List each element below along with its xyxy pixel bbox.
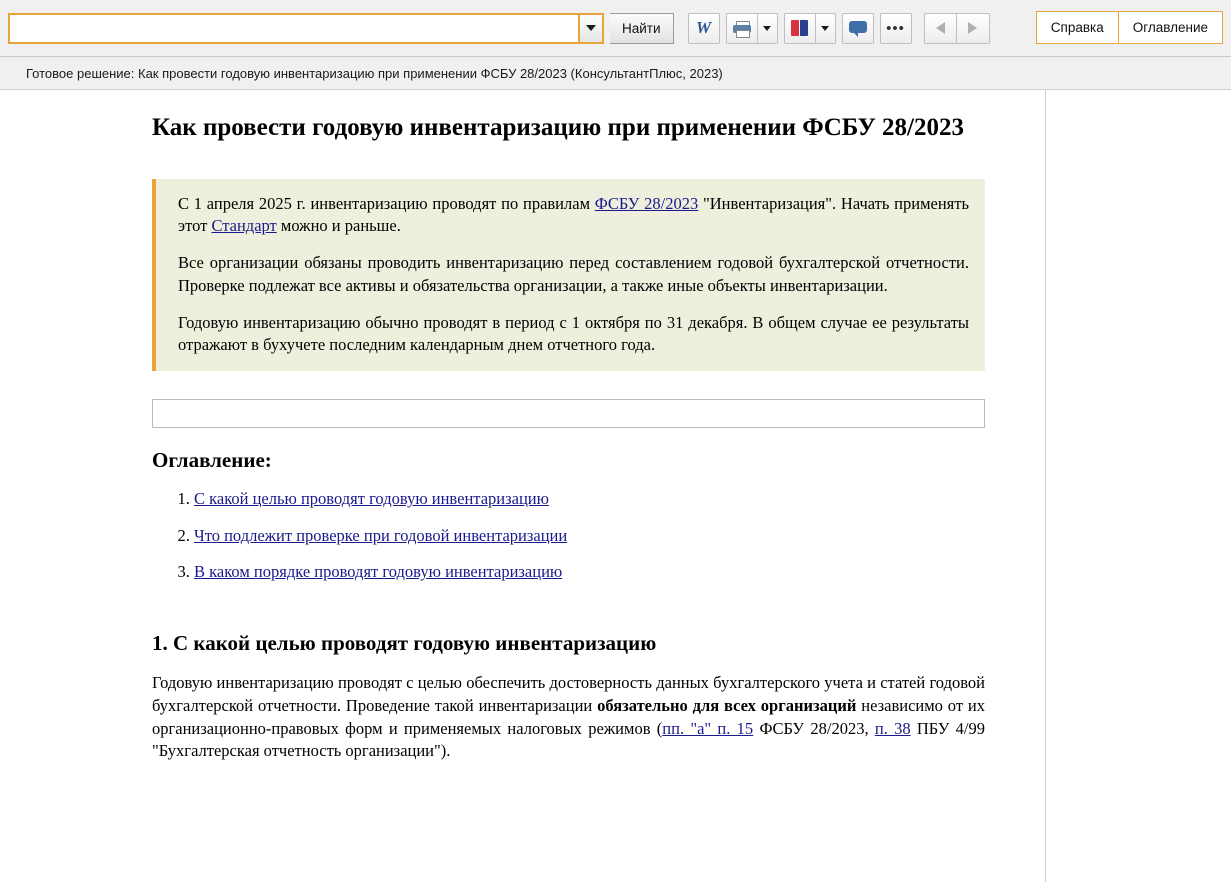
- print-group: [726, 13, 778, 44]
- note-input-box[interactable]: [152, 399, 985, 428]
- forward-button[interactable]: [957, 13, 990, 44]
- comment-icon: [849, 21, 867, 35]
- callout-paragraph-1: [178, 193, 969, 239]
- document-page: [0, 90, 1046, 882]
- navigation-group: [924, 13, 990, 44]
- word-icon: W: [695, 18, 712, 37]
- bookmark-group: [784, 13, 836, 44]
- table-of-contents: [152, 489, 985, 583]
- toc-heading: Оглавление:: [152, 448, 272, 473]
- comment-button[interactable]: [842, 13, 874, 44]
- callout-p1-text-after: можно и раньше.: [276, 216, 401, 236]
- summary-callout: [152, 179, 985, 372]
- breadcrumb-label: Готовое решение: Как провести годовую инвентаризацию при применении ФСБУ 28/2023 (КонсультантПлюс, 2023): [26, 65, 723, 81]
- search-control: [8, 13, 604, 44]
- toc-link-1[interactable]: С какой целью проводят годовую инвентаризацию: [194, 489, 549, 509]
- print-button[interactable]: [726, 13, 758, 44]
- list-item: [194, 526, 985, 547]
- toc-link-3[interactable]: В каком порядке проводят годовую инвентаризацию: [194, 562, 563, 582]
- arrow-left-icon: [936, 22, 945, 34]
- list-item: [194, 489, 985, 510]
- s1-text-c: ФСБУ 28/2023,: [753, 718, 875, 738]
- s1-text-a: Годовую инвентаризацию проводят с целью обеспечить достоверность данных бухгалтерского учета и статей годовой бухгалтерской отчетности. Проведение такой инвентаризации: [152, 672, 985, 715]
- chevron-down-icon: [586, 25, 596, 31]
- document-area: [0, 90, 1231, 882]
- link-standart[interactable]: Стандарт: [211, 216, 277, 236]
- breadcrumb: [0, 57, 1231, 90]
- callout-p1-text-before: С 1 апреля 2025 г. инвентаризацию проводят по правилам: [178, 193, 595, 213]
- right-tabs: [1036, 11, 1223, 44]
- callout-paragraph-2: Все организации обязаны проводить инвентаризацию перед составлением годовой бухгалтерской отчетности. Проверке подлежат все активы и обязательства организации, а также иные объекты инвентаризации.: [178, 253, 969, 295]
- link-fsbu-28-2023[interactable]: ФСБУ 28/2023: [594, 193, 699, 213]
- print-options-dropdown-button[interactable]: [758, 13, 778, 44]
- bookmark-icon: [791, 20, 808, 36]
- bookmark-button[interactable]: [784, 13, 816, 44]
- s1-text-d: ПБУ 4/99 "Бухгалтерская отчетность организации").: [152, 718, 986, 761]
- search-history-dropdown-button[interactable]: [578, 13, 604, 44]
- toolbar: [0, 0, 1231, 57]
- search-input[interactable]: [8, 13, 578, 44]
- page-title: Как провести годовую инвентаризацию при применении ФСБУ 28/2023: [152, 114, 964, 141]
- print-icon: [733, 21, 751, 36]
- s1-bold: обязательно для всех организаций: [597, 695, 857, 715]
- section-1-paragraph: [152, 672, 985, 763]
- document-right-margin: [1047, 90, 1231, 882]
- more-icon: •••: [886, 19, 905, 37]
- arrow-right-icon: [968, 22, 977, 34]
- chevron-down-icon: [821, 26, 829, 31]
- toc-link-2[interactable]: Что подлежит проверке при годовой инвентаризации: [194, 525, 568, 545]
- contents-button[interactable]: Оглавление: [1119, 11, 1223, 44]
- list-item: [194, 562, 985, 583]
- more-actions-button[interactable]: [880, 13, 912, 44]
- bookmark-options-dropdown-button[interactable]: [816, 13, 836, 44]
- find-button[interactable]: Найти: [610, 13, 674, 44]
- back-button[interactable]: [924, 13, 957, 44]
- link-p-38[interactable]: п. 38: [874, 718, 911, 738]
- link-pp-a-p-15[interactable]: пп. "а" п. 15: [662, 718, 754, 738]
- section-1-heading: 1. С какой целью проводят годовую инвентаризацию: [152, 630, 657, 655]
- chevron-down-icon: [763, 26, 771, 31]
- help-button[interactable]: Справка: [1036, 11, 1119, 44]
- s1-text-b: независимо от их организационно-правовых форм и применяемых налоговых режимов (: [152, 695, 985, 738]
- callout-paragraph-3: Годовую инвентаризацию обычно проводят в период с 1 октября по 31 декабря. В общем случае ее результаты отражают в бухучете последним календарным днем отчетного года.: [178, 312, 969, 355]
- export-to-word-button[interactable]: [688, 13, 720, 44]
- callout-p1-text-mid: "Инвентаризация". Начать применять этот: [178, 193, 970, 236]
